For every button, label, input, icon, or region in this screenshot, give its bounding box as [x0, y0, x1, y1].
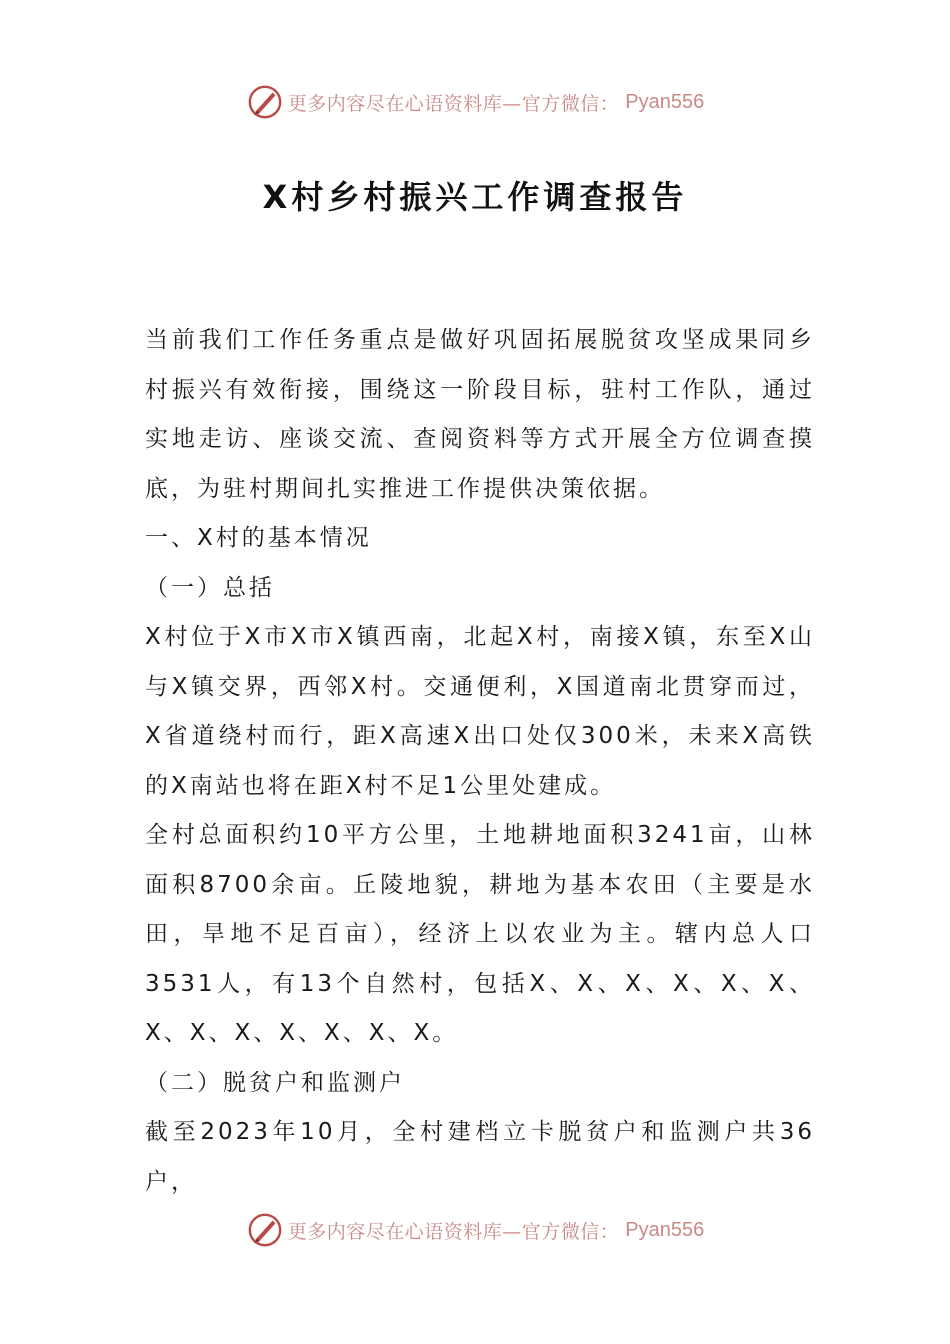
paragraph-households: 截至2023年10月，全村建档立卡脱贫户和监测户共36户，: [145, 1119, 815, 1195]
watermark-handle: Pyan556: [625, 90, 705, 113]
heading-subsection-2: （二）脱贫户和监测户: [145, 1069, 405, 1096]
watermark-footer: [0, 1210, 950, 1250]
watermark-text: 更多内容尽在心语资料库—官方微信：: [287, 1220, 620, 1243]
document-body: [145, 316, 815, 1207]
heading-subsection-1: （一）总括: [145, 574, 275, 601]
watermark-handle: Pyan556: [625, 1218, 705, 1241]
paragraph-intro: 当前我们工作任务重点是做好巩固拓展脱贫攻坚成果同乡村振兴有效衔接，围绕这一阶段目标，驻村工作队，通过实地走访、座谈交流、查阅资料等方式开展全方位调查摸底，为驻村期间扎实推进工作提供决策依据。: [145, 327, 815, 502]
watermark-text: 更多内容尽在心语资料库—官方微信：: [287, 92, 620, 115]
paragraph-location: X村位于X市X市X镇西南，北起X村，南接X镇，东至X山与X镇交界，西邻X村。交通便利，X国道南北贯穿而过，X省道绕村而行，距X高速X出口处仅300米，未来X高铁的X南站也将在距X村不足1公里处建成。: [145, 624, 815, 799]
heading-section-1: 一、X村的基本情况: [145, 525, 372, 551]
pen-logo-icon: [246, 1211, 284, 1249]
pen-logo-icon: [246, 83, 284, 121]
document-title: X村乡村振兴工作调查报告: [262, 178, 688, 216]
paragraph-area: 全村总面积约10平方公里，土地耕地面积3241亩，山林面积8700余亩。丘陵地貌，耕地为基本农田（主要是水田，旱地不足百亩），经济上以农业为主。辖内总人口3531人，有13个自然村，包括X、X、X、X、X、X、X、X、X、X、X、X、X。: [145, 822, 815, 1046]
watermark-header: [0, 82, 950, 122]
